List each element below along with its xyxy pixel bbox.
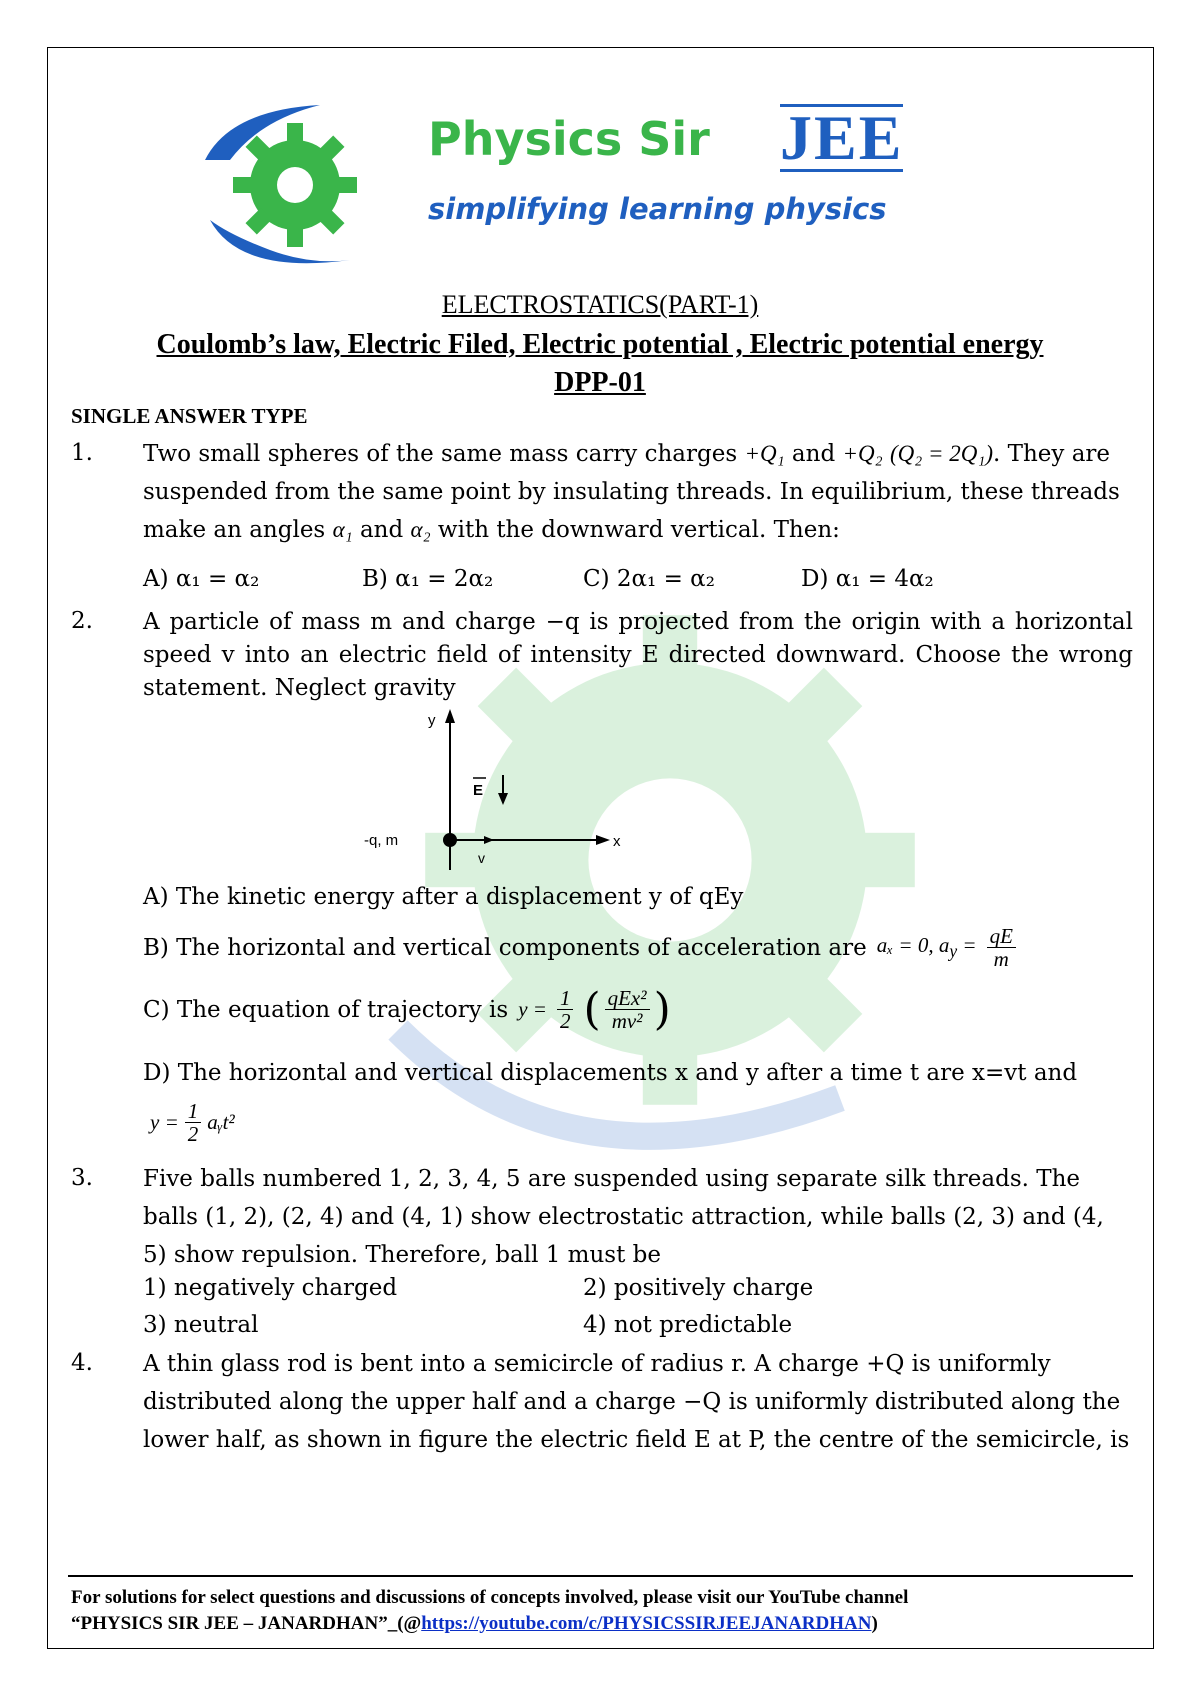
question-4-text: A thin glass rod is bent into a semicircle of radius r. A charge +Q is uniformly distributed along the upper half and a charge −Q is uniformly distributed along the lower half, as shown in figure the electric field E at P, the centre of the semicircle, is — [143, 1351, 1130, 1453]
q3-option-1: 1) negatively charged — [143, 1275, 398, 1301]
gear-logo-icon — [200, 100, 430, 275]
fraction-qe-over-m — [987, 925, 1016, 970]
q2-option-c-text: C) The equation of trajectory is — [143, 996, 509, 1023]
y-axis-label: y — [428, 712, 436, 729]
q1-text-e: and — [359, 517, 404, 543]
fraction-trajectory — [605, 987, 650, 1032]
q3-option-3: 3) neutral — [143, 1312, 259, 1338]
question-number: 4. — [71, 1350, 93, 1376]
q3-option-4: 4) not predictable — [583, 1312, 793, 1338]
question-number: 3. — [71, 1165, 93, 1191]
denominator: m — [993, 947, 1009, 971]
projectile-figure — [360, 705, 630, 875]
brand-jee: JEE — [780, 102, 904, 173]
numerator: qEx² — [605, 987, 650, 1010]
question-1-line-1 — [143, 435, 1133, 473]
dpp-code: DPP-01 — [554, 367, 646, 398]
section-heading: SINGLE ANSWER TYPE — [71, 404, 308, 428]
q3-option-2: 2) positively charge — [583, 1275, 814, 1301]
q1-option-c: C) 2α₁ = α₂ — [583, 566, 715, 592]
denominator: 2 — [559, 1009, 571, 1033]
q2-option-b-text: B) The horizontal and vertical components of acceleration are — [143, 934, 867, 961]
field-label: E — [473, 782, 484, 799]
question-number: 2. — [71, 608, 93, 634]
right-paren: ) — [653, 983, 671, 1035]
footer — [71, 1585, 1131, 1637]
footer-line-1: For solutions for select questions and discussions of concepts involved, please visit our YouTube channel — [71, 1587, 909, 1608]
angle-2: α₂ — [410, 517, 431, 542]
footer-line-2 — [71, 1611, 1131, 1637]
displacement-rhs: aᵧt² — [207, 1110, 235, 1134]
q2-option-b — [143, 925, 1016, 970]
brand-tagline: simplifying learning physics — [428, 192, 887, 226]
question-1-line-3 — [143, 511, 1133, 549]
q1-option-d: D) α₁ = 4α₂ — [801, 566, 934, 592]
question-number: 1. — [71, 440, 93, 466]
numerator: 1 — [185, 1100, 202, 1123]
q2-option-b-math — [877, 933, 977, 962]
q2-option-a: A) The kinetic energy after a displacement y of qEy — [143, 884, 744, 910]
footer-channel: “PHYSICS SIR JEE – JANARDHAN”_(@ — [71, 1613, 422, 1634]
brand-logo — [200, 100, 1070, 280]
footer-divider — [68, 1575, 1133, 1577]
particle-label: -q, m — [364, 832, 399, 849]
brand-name: Physics Sir — [428, 112, 710, 166]
equals-sign: = — [957, 932, 977, 957]
youtube-link[interactable]: https://youtube.com/c/PHYSICSSIRJEEJANARDHAN — [421, 1613, 872, 1634]
q2-option-d-formula — [150, 1100, 235, 1145]
accel-x: aₓ = 0, a — [876, 932, 950, 957]
question-3-text: Five balls numbered 1, 2, 3, 4, 5 are suspended using separate silk threads. The balls (1, 2), (2, 4) and (4, 1) show electrostatic attraction, while balls (2, 3) and (4, 5) show repulsion. Therefore, ball 1 must be — [143, 1166, 1104, 1268]
q1-text-a: Two small spheres of the same mass carry charges — [143, 441, 738, 467]
charge-2: +Q₂ — [842, 441, 883, 466]
charge-relation: (Q₂ = 2Q₁) — [889, 441, 993, 466]
q1-option-a: A) α₁ = α₂ — [143, 566, 260, 592]
q1-text-b: and — [791, 441, 836, 467]
x-axis-label: x — [613, 833, 621, 850]
accel-y-sub: y — [949, 941, 958, 962]
q2-option-c — [143, 983, 671, 1035]
denominator: 2 — [187, 1122, 199, 1146]
page-subtitle: Coulomb’s law, Electric Filed, Electric potential , Electric potential energy — [156, 329, 1044, 360]
angle-1: α₁ — [332, 517, 353, 542]
q1-option-b: B) α₁ = 2α₂ — [362, 566, 494, 592]
q2-option-d: D) The horizontal and vertical displacements x and y after a time t are x=vt and — [143, 1060, 1078, 1086]
denominator: mv² — [611, 1009, 643, 1033]
question-1 — [143, 435, 1133, 549]
q1-text-c: . They are — [993, 441, 1111, 467]
fraction-half — [185, 1100, 202, 1145]
left-paren: ( — [583, 983, 601, 1035]
question-2-text: A particle of mass m and charge −q is projected from the origin with a horizontal speed v into an electric field of intensity E directed downward. Choose the wrong statement. Neglect gravity — [143, 609, 1133, 701]
fraction-half — [557, 987, 574, 1032]
question-1-line-2: suspended from the same point by insulating threads. In equilibrium, these threads — [143, 479, 1120, 505]
footer-close: ) — [871, 1613, 878, 1634]
numerator: 1 — [557, 987, 574, 1010]
numerator: qE — [987, 925, 1016, 948]
velocity-label: v — [478, 850, 485, 866]
q1-text-d: make an angles — [143, 517, 326, 543]
displacement-lhs: y = — [150, 1110, 179, 1134]
q1-text-f: with the downward vertical. Then: — [437, 517, 840, 543]
charge-1: +Q₁ — [744, 441, 785, 466]
trajectory-lhs: y = — [518, 997, 547, 1021]
page-title: ELECTROSTATICS(PART-1) — [441, 290, 759, 319]
